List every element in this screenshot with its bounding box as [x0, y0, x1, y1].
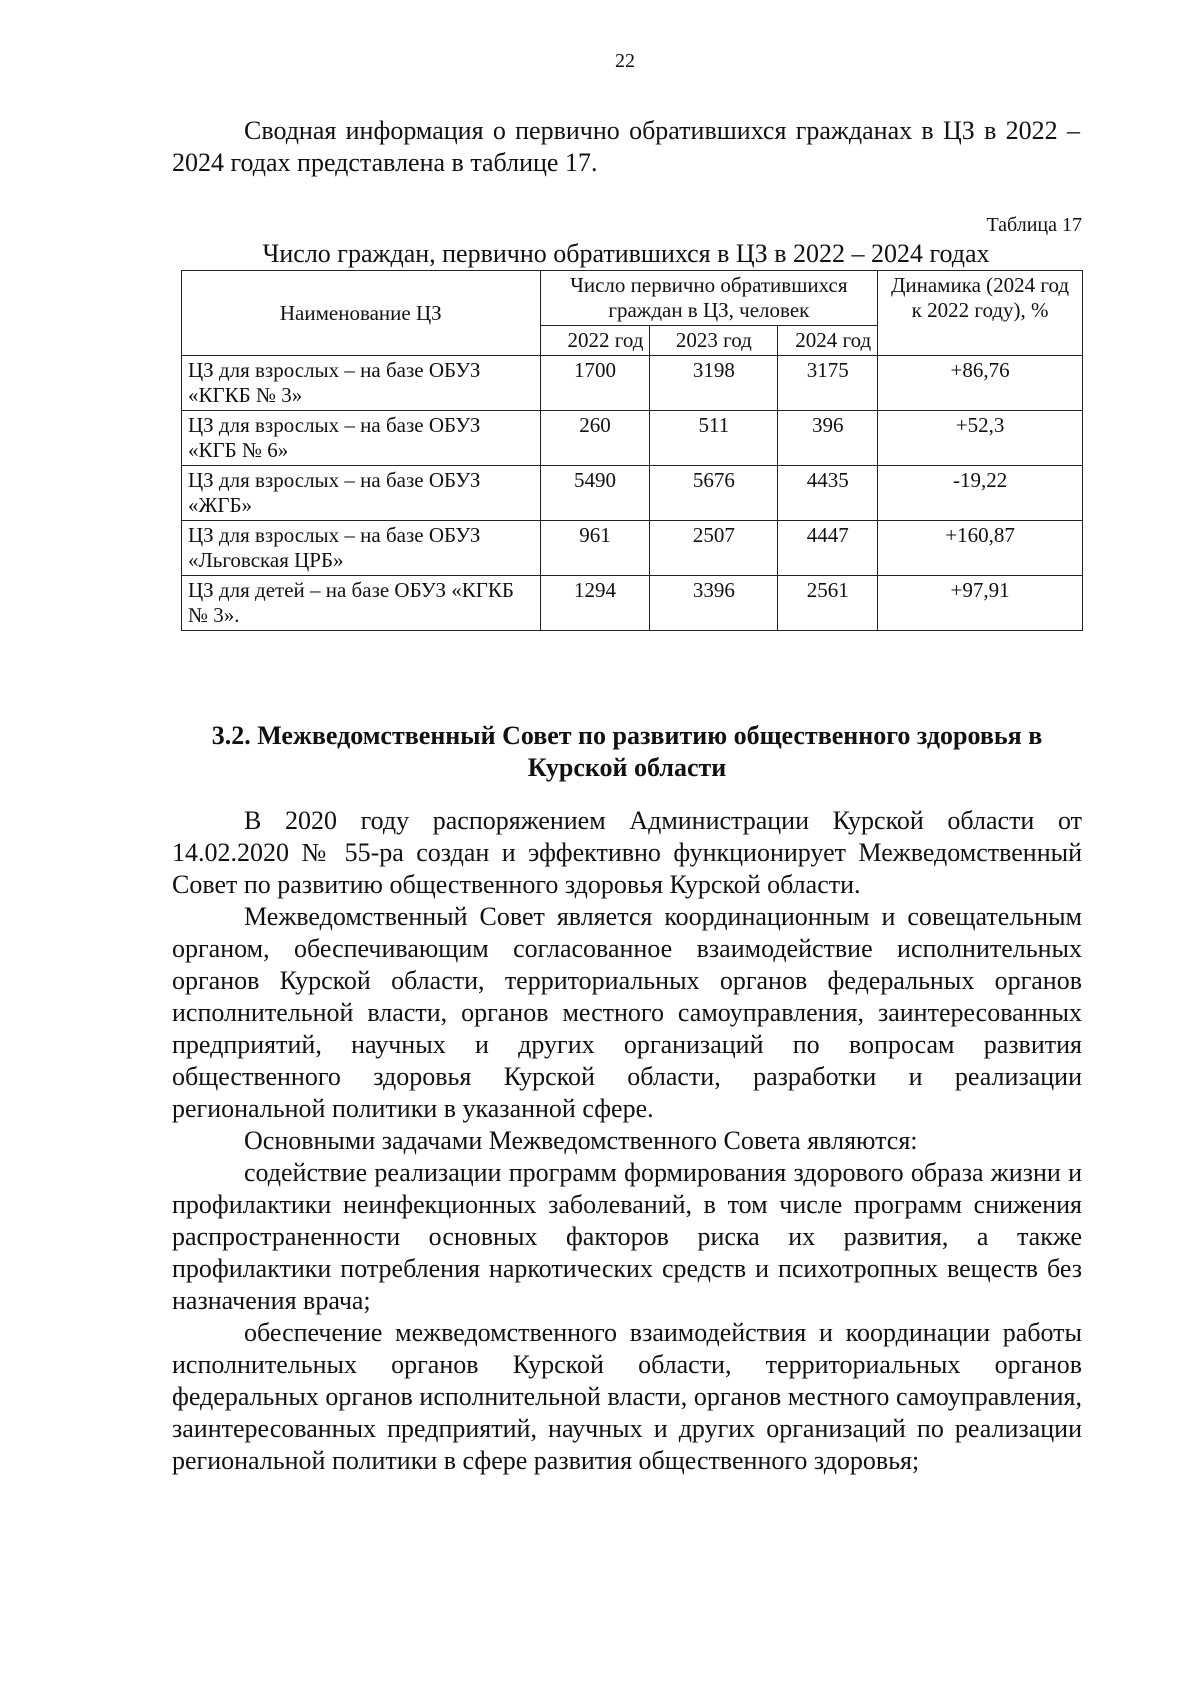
cell-2022: 961	[540, 521, 650, 576]
cell-name: ЦЗ для взрослых – на базе ОБУЗ «КГКБ № 3»	[182, 356, 541, 411]
table-row	[182, 356, 1083, 411]
cell-2022: 1294	[540, 576, 650, 631]
cell-2022: 260	[540, 411, 650, 466]
paragraph: содействие реализации программ формирования здорового образа жизни и профилактики неинфекционных заболеваний, в том числе программ снижения распространенности основных факторов риска их развития, а также профилактики потребления наркотических средств и психотропных веществ без назначения врача;	[172, 1158, 1082, 1315]
cell-name: ЦЗ для детей – на базе ОБУЗ «КГКБ № 3».	[182, 576, 541, 631]
table-row	[182, 466, 1083, 521]
cell-2024: 2561	[778, 576, 878, 631]
cell-name: ЦЗ для взрослых – на базе ОБУЗ «Льговская ЦРБ»	[182, 521, 541, 576]
intro-paragraph: Сводная информация о первично обратившихся гражданах в ЦЗ в 2022 – 2024 годах представлена в таблице 17.	[172, 116, 1080, 177]
cell-2023: 5676	[650, 466, 778, 521]
header-year-2022: 2022 год	[540, 326, 650, 356]
cell-dynamic: +97,91	[878, 576, 1083, 631]
cell-2023: 2507	[650, 521, 778, 576]
header-count-group: Число первично обратившихся граждан в ЦЗ, человек	[540, 271, 878, 326]
cell-2024: 4435	[778, 466, 878, 521]
cell-name: ЦЗ для взрослых – на базе ОБУЗ «КГБ № 6»	[182, 411, 541, 466]
cell-dynamic: -19,22	[878, 466, 1083, 521]
page-number: 22	[615, 50, 635, 72]
cell-2022: 5490	[540, 466, 650, 521]
cell-2024: 4447	[778, 521, 878, 576]
cell-2024: 396	[778, 411, 878, 466]
cell-dynamic: +52,3	[878, 411, 1083, 466]
paragraph: Межведомственный Совет является координационным и совещательным органом, обеспечивающим согласованное взаимодействие исполнительных органов Курской области, территориальных органов федеральных органов исполнительной власти, органов местного самоуправления, заинтересованных предприятий, научных и других организаций по вопросам развития общественного здоровья Курской области, разработки и реализации региональной политики в указанной сфере.	[172, 902, 1082, 1123]
table-row	[182, 576, 1083, 631]
header-name: Наименование ЦЗ	[182, 271, 541, 356]
cell-dynamic: +86,76	[878, 356, 1083, 411]
body-text	[172, 805, 1082, 1477]
table-label: Таблица 17	[986, 214, 1082, 236]
table-row	[182, 411, 1083, 466]
cell-2024: 3175	[778, 356, 878, 411]
cell-2023: 511	[650, 411, 778, 466]
table-title: Число граждан, первично обратившихся в ЦЗ в 2022 – 2024 годах	[262, 239, 990, 268]
paragraph: обеспечение межведомственного взаимодействия и координации работы исполнительных органов Курской области, территориальных органов федеральных органов исполнительной власти, органов местного самоуправления, заинтересованных предприятий, научных и других организаций по реализации региональной политики в сфере развития общественного здоровья;	[172, 1318, 1082, 1475]
cell-2023: 3198	[650, 356, 778, 411]
cell-name: ЦЗ для взрослых – на базе ОБУЗ «ЖГБ»	[182, 466, 541, 521]
header-year-2024: 2024 год	[778, 326, 878, 356]
section-heading: 3.2. Межведомственный Совет по развитию общественного здоровья в Курской области	[211, 721, 1043, 782]
cell-2022: 1700	[540, 356, 650, 411]
cell-dynamic: +160,87	[878, 521, 1083, 576]
paragraph: В 2020 году распоряжением Администрации Курской области от 14.02.2020 № 55-ра создан и эффективно функционирует Межведомственный Совет по развитию общественного здоровья Курской области.	[172, 806, 1082, 899]
table-header-row	[182, 271, 1083, 326]
paragraph: Основными задачами Межведомственного Совета являются:	[244, 1126, 918, 1155]
cell-2023: 3396	[650, 576, 778, 631]
table-row	[182, 521, 1083, 576]
header-dynamic: Динамика (2024 год к 2022 году), %	[878, 271, 1083, 356]
header-year-2023: 2023 год	[650, 326, 778, 356]
table-17	[181, 270, 1083, 631]
